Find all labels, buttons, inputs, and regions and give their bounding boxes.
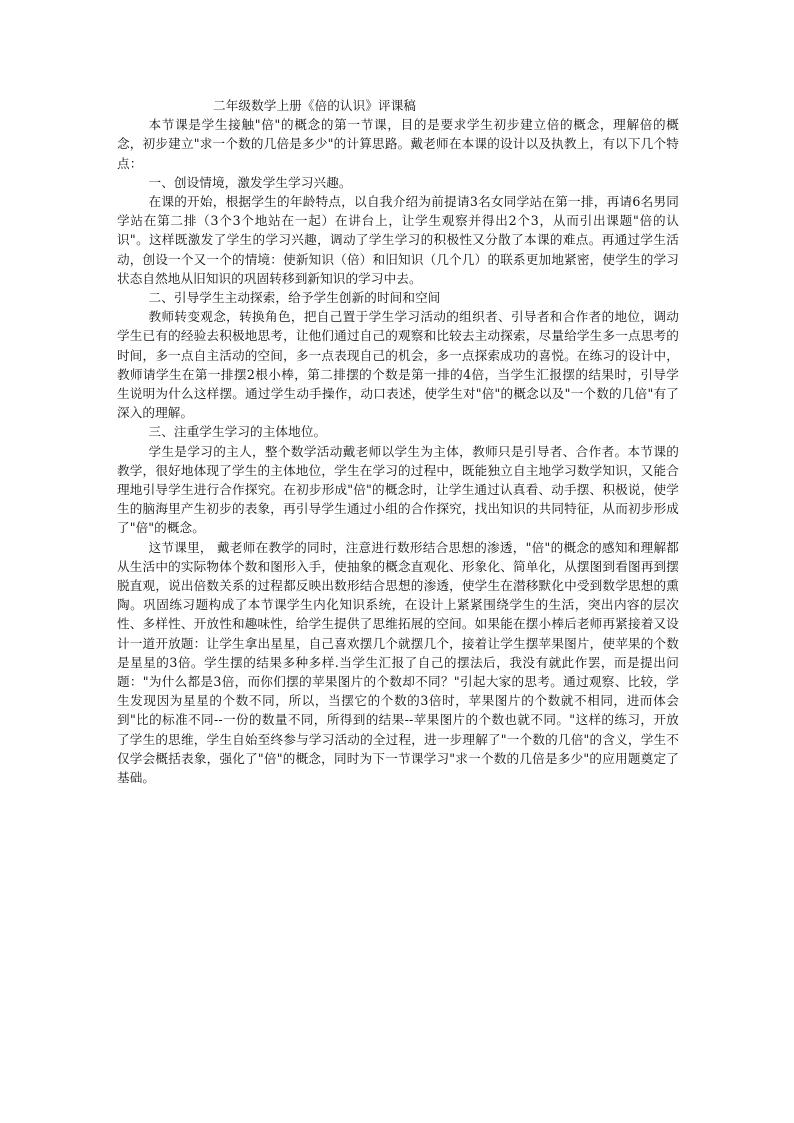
section-3-paragraph-2: 这节课里， 戴老师在教学的同时，注意进行数形结合思想的渗透，"倍"的概念的感知和理解都从生活中的实际物体个数和图形入手，使抽象的概念直观化、形象化、简单化，从摆图到看图再到摆脱直观，说出倍数关系的过程都反映出数形结合思想的渗透，使学生在潜移默化中受到数学思想的熏陶。巩固练习题构成了本节课学生内化知识系统，在设计上紧紧围绕学生的生活，突出内容的层次性、多样性、开放性和趣味性，给学生提供了思维拓展的空间。如果能在摆小棒后老师再紧接着又设计一道开放题：让学生拿出星星，自己喜欢摆几个就摆几个，接着让学生摆苹果图片，使苹果的个数是星星的3倍。学生摆的结果多种多样.当学生汇报了自己的摆法后，我没有就此作罢，而是提出问题："为什么都是3倍，而你们摆的苹果图片的个数却不同？"引起大家的思考。通过观察、比较，学生发现因为星星的个数不同，所以，当摆它的个数的3倍时，苹果图片的个数就不相同，进而体会到"比的标准不同--一份的数量不同，所得到的结果--苹果图片的个数也就不同。"这样的练习，开放了学生的思维，学生自始至终参与学习活动的全过程，进一步理解了"一个数的几倍"的含义，学生不仅学会概括表象，强化了"倍"的概念，同时为下一节课学习"求一个数的几倍是多少"的应用题奠定了基础。 bbox=[117, 539, 679, 786]
document-body bbox=[117, 96, 679, 787]
section-heading-2: 二、引导学生主动探索，给予学生创新的时间和空间 bbox=[148, 290, 441, 306]
document-title: 二年级数学上册《倍的认识》评课稿 bbox=[213, 98, 417, 113]
intro-paragraph: 本节课是学生接触"倍"的概念的第一节课，目的是要求学生初步建立倍的概念，理解倍的概念，初步建立"求一个数的几倍是多少"的计算思路。戴老师在本课的设计以及执教上，有以下几个特点： bbox=[117, 117, 679, 171]
section-1-paragraph-1: 在课的开始，根据学生的年龄特点，以自我介绍为前提请3名女同学站在第一排，再请6名男同学站在第二排（3个3个地站在一起）在讲台上，让学生观察并得出2个3，从而引出课题"倍的认识"。这样既激发了学生的学习兴趣，调动了学生学习的积极性又分散了本课的难点。再通过学生活动，创设一个又一个的情境：使新知识（倍）和旧知识（几个几）的联系更加地紧密，使学生的学习状态自然地从旧知识的巩固转移到新知识的学习中去。 bbox=[117, 194, 679, 286]
section-heading-1: 一、创设情境，激发学生学习兴趣。 bbox=[148, 174, 352, 190]
section-3-paragraph-1: 学生是学习的主人，整个数学活动戴老师以学生为主体，教师只是引导者、合作者。本节课的教学，很好地体现了学生的主体地位，学生在学习的过程中，既能独立自主地学习数学知识，又能合理地引导学生进行合作探究。在初步形成"倍"的概念时，让学生通过认真看、动手摆、积极说，使学生的脑海里产生初步的表象，再引导学生通过小组的合作探究，找出知识的共同特征，从而初步形成了"倍"的概念。 bbox=[117, 443, 679, 536]
section-2-paragraph-1: 教师转变观念，转换角色，把自己置于学生学习活动的组织者、引导者和合作者的地位，调动学生已有的经验去积极地思考，让他们通过自己的观察和比较去主动探索，尽量给学生多一点思考的时间，多一点自主活动的空间，多一点表现自己的机会，多一点探索成功的喜悦。在练习的设计中，教师请学生在第一排摆2根小棒，第二排摆的个数是第一排的4倍，当学生汇报摆的结果时，引导学生说明为什么这样摆。通过学生动手操作，动口表述，使学生对"倍"的概念以及"一个数的几倍"有了深入的理解。 bbox=[117, 309, 679, 421]
section-heading-3: 三、注重学生学习的主体地位。 bbox=[148, 424, 327, 440]
